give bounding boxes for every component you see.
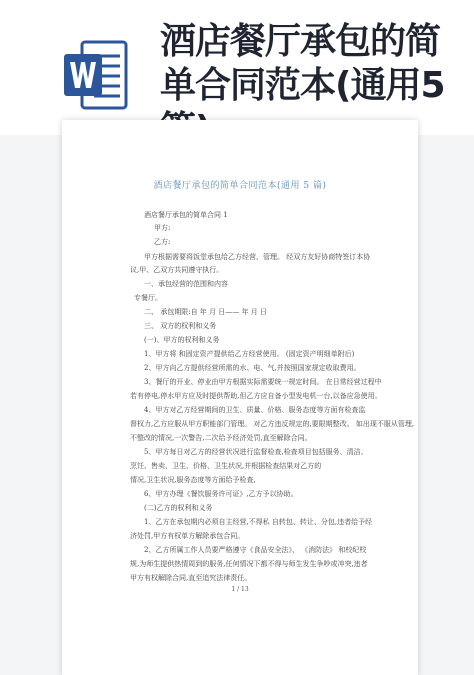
doc-line: 不整改的情况,一次警告,二次给予经济处罚,直至解除合同。	[130, 434, 312, 442]
doc-line: 三、 双方的权利和义务	[144, 322, 217, 330]
doc-line: 2、甲方向乙方提供经营所需的水、电、气,并按照国家规定收取费用。	[144, 364, 361, 372]
doc-line: 甲方根据需要将饭堂承包给乙方经营、管理。 经双方友好协商特签订本协	[144, 253, 371, 261]
doc-line: 酒店餐厅承包的简单合同 1	[144, 211, 228, 219]
doc-line: (一)、甲方的权利和义务	[144, 336, 220, 344]
doc-line: 二、 承包期限:自 年 月 日—— 年 月 日	[144, 308, 267, 316]
doc-line: 2、乙方所属工作人员要严格遵守《食品安全法》、 《消防法》 和校纪校	[144, 546, 367, 554]
doc-line: 一、承包经营的范围和内容	[144, 280, 228, 288]
doc-line: 5、甲方每日对乙方的经营状况进行监督检查,检查项目包括服务、清洁、	[144, 448, 368, 456]
doc-line: 情况,卫生状况,服务态度等方面给予检查,	[130, 476, 256, 484]
doc-line: 议,甲、乙双方共同遵守执行。	[130, 266, 224, 274]
word-icon	[64, 40, 128, 110]
doc-line: 专餐厅。	[134, 294, 162, 302]
doc-line: 6、甲方办理《餐饮服务许可证》,乙方予以协助。	[144, 490, 298, 498]
page-title: 酒店餐厅承包的简 单合同范本(通用5	[160, 21, 445, 106]
doc-line: 4、甲方对乙方经营期间的卫生、质量、价格、服务态度等方面有检查监	[144, 406, 366, 414]
doc-line: 1、甲方将 和固定资产提供给乙方经营使用。 (固定资产明细单附后)	[144, 350, 355, 358]
document-page	[62, 120, 418, 675]
doc-line: 甲方有权解除合同,直至追究法律责任。	[130, 574, 252, 582]
doc-line: 烹饪、售卖、卫生、价格、卫生状况,并根据检查结果对乙方的	[130, 462, 322, 470]
doc-line: (二)乙方的权利和义务	[144, 504, 213, 512]
doc-line: 1、乙方在承包期内必须自主经营,不得私 自转包、转让、分包,违者给予经	[144, 518, 373, 526]
doc-line: 济处罚,甲方有权单方解除承包合同。	[130, 532, 245, 540]
doc-line: 规,为师生提供热情周到的服务,任何情况下都不得与师生发生争吵或冲突,违者	[130, 560, 368, 568]
document-title: 酒店餐厅承包的简单合同范本(通用 5 篇)	[153, 181, 327, 191]
doc-line: 督权力,乙方应服从甲方职能部门管理。 对乙方违反规定的,要限期整改。 如出现不服从管理,	[130, 420, 415, 428]
doc-line: 乙方:	[154, 238, 171, 246]
doc-line: 甲方:	[154, 224, 171, 232]
doc-line: 3、餐厅的开业、停业由甲方根据实际需要统一规定时间。 在日常经营过程中	[144, 378, 382, 386]
doc-line: 若有停电,停水甲方应及时提供帮助,但乙方应自备小型发电机一台,以备应急使用。	[130, 392, 382, 400]
header-banner	[0, 0, 474, 135]
page-number: 1 / 13	[231, 586, 249, 593]
